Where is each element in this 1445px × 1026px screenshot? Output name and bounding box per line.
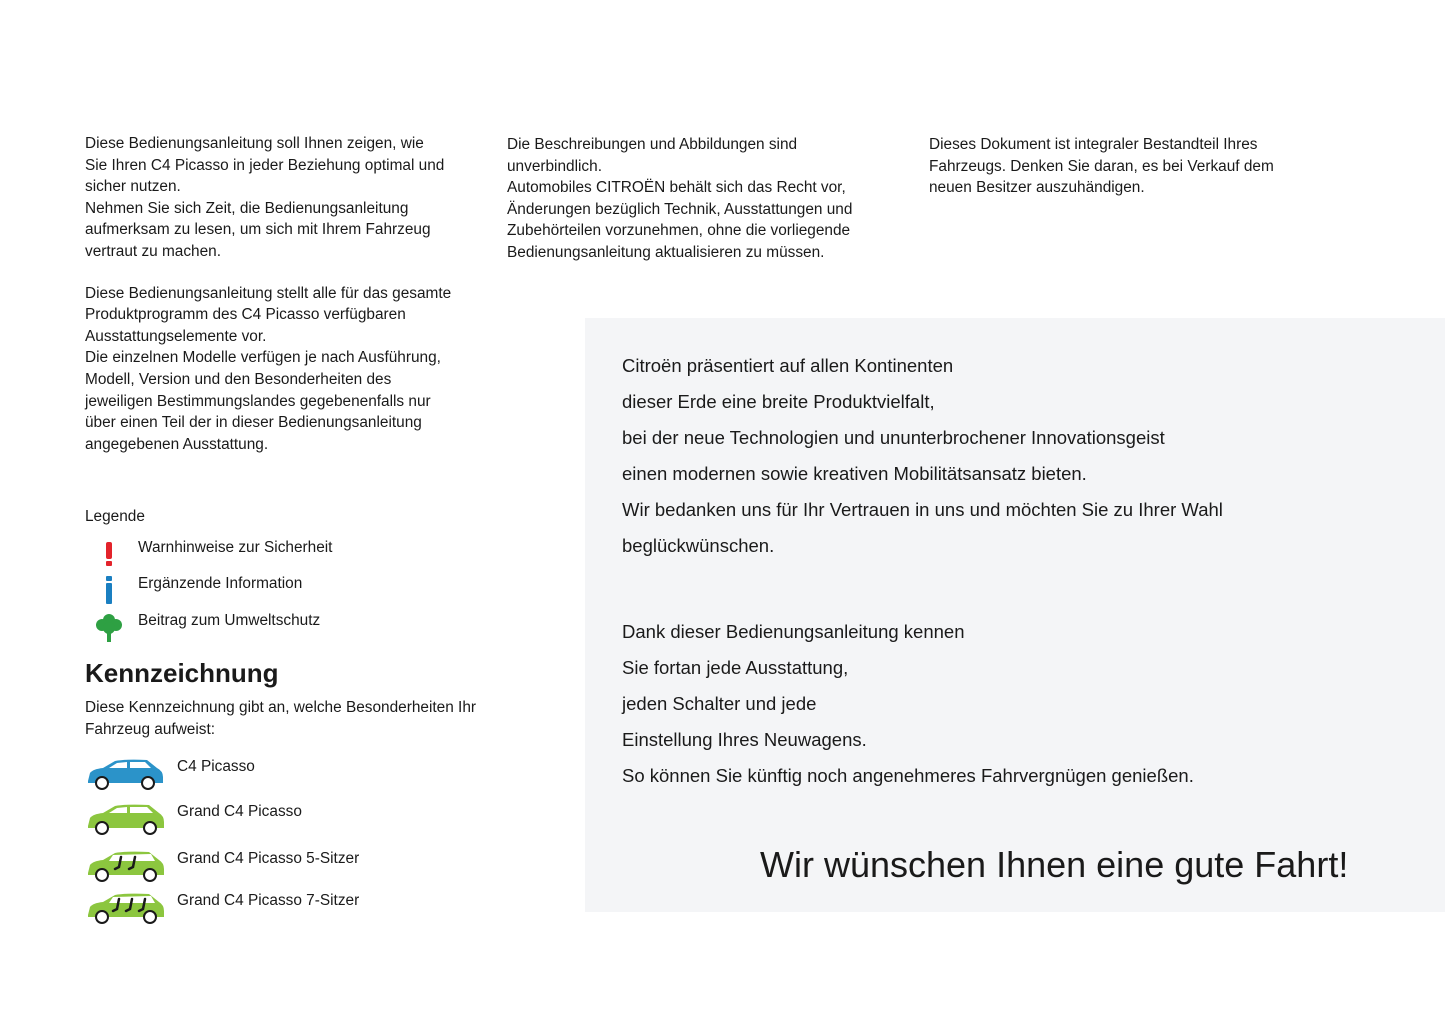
legend-label: Warnhinweise zur Sicherheit xyxy=(138,539,333,556)
car-blue-icon xyxy=(85,757,165,793)
model-grand-c4-picasso xyxy=(85,802,505,842)
section-description xyxy=(85,697,505,741)
intro-line: Sie Ihren C4 Picasso in jeder Beziehung optimal und xyxy=(85,156,445,174)
welcome-line: einen modernen sowie kreativen Mobilitätsansatz bieten. xyxy=(622,463,1087,484)
intro-line: jeweiligen Bestimmungslandes gegebenenfalls nur xyxy=(85,392,431,410)
welcome-line: Einstellung Ihres Neuwagens. xyxy=(622,729,867,750)
intro-line: Modell, Version und den Besonderheiten des xyxy=(85,370,392,388)
intro-line: unverbindlich. xyxy=(507,157,602,175)
welcome-line: Dank dieser Bedienungsanleitung kennen xyxy=(622,621,965,642)
legend-label: Beitrag zum Umweltschutz xyxy=(138,612,321,629)
welcome-line: beglückwünschen. xyxy=(622,535,775,556)
tree-icon xyxy=(93,611,125,643)
legend-item-info xyxy=(85,574,485,606)
welcome-text xyxy=(622,348,1223,794)
intro-line: Fahrzeugs. Denken Sie daran, es bei Verkauf dem xyxy=(929,157,1274,175)
warning-icon xyxy=(93,538,125,570)
intro-line: Nehmen Sie sich Zeit, die Bedienungsanleitung xyxy=(85,199,409,217)
description-line: Fahrzeug aufweist: xyxy=(85,721,216,738)
model-grand-c4-picasso-5-sitzer xyxy=(85,849,505,889)
intro-line: Die Beschreibungen und Abbildungen sind xyxy=(507,136,798,153)
car-green-icon xyxy=(85,802,165,838)
intro-line: Bedienungsanleitung aktualisieren zu müssen. xyxy=(507,243,825,261)
welcome-panel xyxy=(585,318,1445,912)
intro-line: aufmerksam zu lesen, um sich mit Ihrem Fahrzeug xyxy=(85,221,431,239)
model-label: Grand C4 Picasso xyxy=(177,803,302,820)
welcome-line: bei der neue Technologien und ununterbrochener Innovationsgeist xyxy=(622,427,1165,448)
legend-item-warning xyxy=(85,538,485,570)
intro-line: Die einzelnen Modelle verfügen je nach Ausführung, xyxy=(85,349,441,367)
info-icon xyxy=(93,574,125,606)
welcome-line: jeden Schalter und jede xyxy=(622,693,817,714)
welcome-line: Wir bedanken uns für Ihr Vertrauen in uns und möchten Sie zu Ihrer Wahl xyxy=(622,499,1223,520)
closing-greeting: Wir wünschen Ihnen eine gute Fahrt! xyxy=(760,844,1349,885)
intro-line: neuen Besitzer auszuhändigen. xyxy=(929,179,1145,197)
legend-title: Legende xyxy=(85,508,145,525)
description-line: Diese Kennzeichnung gibt an, welche Besonderheiten Ihr xyxy=(85,699,477,716)
intro-line: Dieses Dokument ist integraler Bestandteil Ihres xyxy=(929,136,1258,153)
intro-line: Diese Bedienungsanleitung soll Ihnen zeigen, wie xyxy=(85,135,424,152)
welcome-line: So können Sie künftig noch angenehmeres Fahrvergnügen genießen. xyxy=(622,765,1194,786)
model-label: Grand C4 Picasso 5-Sitzer xyxy=(177,850,360,867)
model-grand-c4-picasso-7-sitzer xyxy=(85,891,505,931)
welcome-line: Sie fortan jede Ausstattung, xyxy=(622,657,849,678)
intro-line: vertraut zu machen. xyxy=(85,242,222,260)
intro-line: sicher nutzen. xyxy=(85,178,181,196)
model-label: Grand C4 Picasso 7-Sitzer xyxy=(177,892,360,909)
intro-line: Änderungen bezüglich Technik, Ausstattungen und xyxy=(507,200,853,218)
legend-item-environment xyxy=(85,611,485,643)
section-title: Kennzeichnung xyxy=(85,658,279,688)
car-5-seat-icon xyxy=(85,849,165,885)
intro-line: Ausstattungselemente vor. xyxy=(85,327,267,345)
model-label: C4 Picasso xyxy=(177,758,255,775)
intro-line: Automobiles CITROËN behält sich das Recht vor, xyxy=(507,179,846,197)
intro-line: Diese Bedienungsanleitung stellt alle für das gesamte xyxy=(85,284,452,302)
intro-line: Produktprogramm des C4 Picasso verfügbaren xyxy=(85,306,406,324)
intro-line: angegebenen Ausstattung. xyxy=(85,435,269,453)
intro-column-1 xyxy=(85,133,485,455)
legend-label: Ergänzende Information xyxy=(138,575,303,592)
welcome-line: Citroën präsentiert auf allen Kontinenten xyxy=(622,355,954,376)
intro-column-3 xyxy=(929,134,1319,199)
welcome-line: dieser Erde eine breite Produktvielfalt, xyxy=(622,391,935,412)
intro-line: über einen Teil der in dieser Bedienungsanleitung xyxy=(85,414,422,432)
model-c4-picasso xyxy=(85,757,505,797)
car-7-seat-icon xyxy=(85,891,165,927)
intro-line: Zubehörteilen vorzunehmen, ohne die vorliegende xyxy=(507,222,851,240)
intro-column-2 xyxy=(507,134,897,264)
